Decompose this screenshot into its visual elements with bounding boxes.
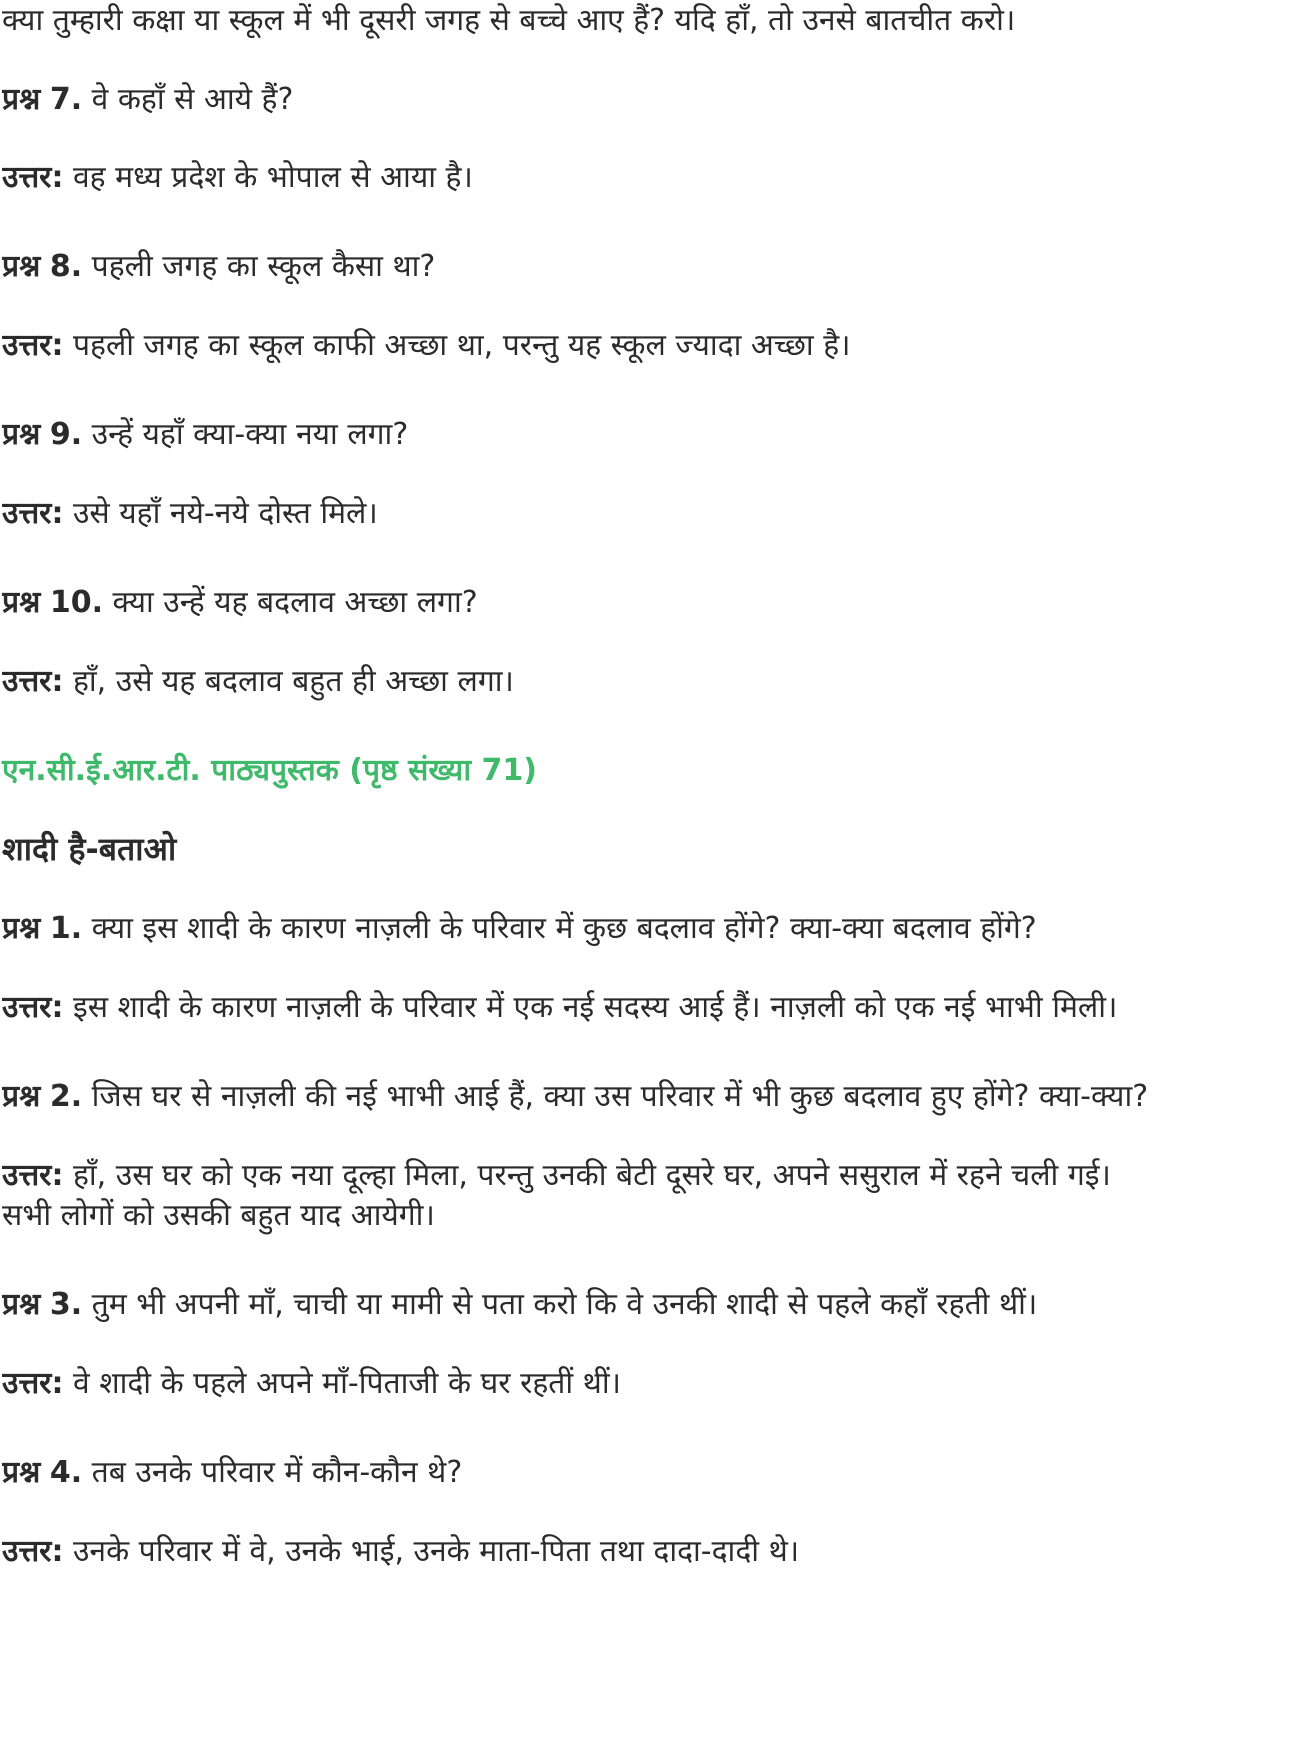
question-number: 7. bbox=[49, 82, 83, 117]
question-label: प्रश्न bbox=[2, 1079, 41, 1114]
answer-text: पहली जगह का स्कूल काफी अच्छा था, परन्तु यह स्कूल ज्यादा अच्छा है। bbox=[72, 328, 851, 363]
intro-text: क्या तुम्हारी कक्षा या स्कूल में भी दूसरी जगह से बच्चे आए हैं? यदि हाँ, तो उनसे बातचीत करो। bbox=[2, 3, 1016, 38]
question-text: तब उनके परिवार में कौन-कौन थे? bbox=[91, 1455, 463, 1490]
answer-7 bbox=[2, 155, 1298, 201]
answer-label: उत्तर: bbox=[2, 1366, 64, 1401]
sub-heading: शादी है-बताओ bbox=[2, 830, 177, 868]
answer-text: वह मध्य प्रदेश के भोपाल से आया है। bbox=[72, 160, 473, 195]
answer-label: उत्तर: bbox=[2, 496, 64, 531]
answer-label: उत्तर: bbox=[2, 328, 64, 363]
answer-text: उसे यहाँ नये-नये दोस्त मिले। bbox=[72, 496, 378, 531]
question-number: 2. bbox=[49, 1079, 83, 1114]
answer-1 bbox=[2, 985, 1298, 1031]
question-label: प्रश्न bbox=[2, 249, 41, 284]
question-label: प्रश्न bbox=[2, 911, 41, 946]
question-7 bbox=[2, 77, 1298, 123]
question-text: उन्हें यहाँ क्या-क्या नया लगा? bbox=[91, 417, 409, 452]
question-label: प्रश्न bbox=[2, 417, 41, 452]
answer-label: उत्तर: bbox=[2, 664, 64, 699]
question-2 bbox=[2, 1074, 1298, 1120]
question-text: तुम भी अपनी माँ, चाची या मामी से पता करो कि वे उनकी शादी से पहले कहाँ रहती थीं। bbox=[91, 1287, 1038, 1322]
question-number: 8. bbox=[49, 249, 83, 284]
answer-4 bbox=[2, 1529, 1298, 1575]
answer-9 bbox=[2, 491, 1298, 537]
question-8 bbox=[2, 244, 1298, 290]
answer-text: हाँ, उसे यह बदलाव बहुत ही अच्छा लगा। bbox=[72, 664, 514, 699]
question-label: प्रश्न bbox=[2, 585, 41, 620]
answer-8 bbox=[2, 323, 1298, 369]
answer-label: उत्तर: bbox=[2, 1534, 64, 1569]
question-9 bbox=[2, 412, 1298, 458]
question-label: प्रश्न bbox=[2, 1455, 41, 1490]
answer-text: वे शादी के पहले अपने माँ-पिताजी के घर रहतीं थीं। bbox=[72, 1366, 621, 1401]
section-heading: एन.सी.ई.आर.टी. पाठ्यपुस्तक (पृष्ठ संख्या 71) bbox=[2, 753, 538, 788]
answer-text: उनके परिवार में वे, उनके भाई, उनके माता-पिता तथा दादा-दादी थे। bbox=[72, 1534, 800, 1569]
answer-3 bbox=[2, 1361, 1298, 1407]
question-3 bbox=[2, 1282, 1298, 1328]
question-text: क्या इस शादी के कारण नाज़ली के परिवार में कुछ बदलाव होंगे? क्या-क्या बदलाव होंगे? bbox=[91, 911, 1037, 946]
question-4 bbox=[2, 1450, 1298, 1496]
question-1 bbox=[2, 906, 1298, 952]
question-text: वे कहाँ से आये हैं? bbox=[91, 82, 294, 117]
answer-label: उत्तर: bbox=[2, 990, 64, 1025]
question-number: 1. bbox=[49, 911, 83, 946]
answer-text: हाँ, उस घर को एक नया दूल्हा मिला, परन्तु उनकी बेटी दूसरे घर, अपने ससुराल में रहने चली गई। bbox=[72, 1158, 1111, 1193]
answer-label: उत्तर: bbox=[2, 1158, 64, 1193]
question-label: प्रश्न bbox=[2, 1287, 41, 1322]
question-number: 4. bbox=[49, 1455, 83, 1490]
question-text: पहली जगह का स्कूल कैसा था? bbox=[91, 249, 436, 284]
answer-2-continued: सभी लोगों को उसकी बहुत याद आयेगी। bbox=[2, 1198, 435, 1233]
question-label: प्रश्न bbox=[2, 82, 41, 117]
question-text: क्या उन्हें यह बदलाव अच्छा लगा? bbox=[112, 585, 478, 620]
question-10 bbox=[2, 580, 1298, 626]
question-number: 3. bbox=[49, 1287, 83, 1322]
answer-label: उत्तर: bbox=[2, 160, 64, 195]
question-number: 9. bbox=[49, 417, 83, 452]
question-number: 10. bbox=[49, 585, 103, 620]
answer-text: इस शादी के कारण नाज़ली के परिवार में एक नई सदस्य आई हैं। नाज़ली को एक नई भाभी मिली। bbox=[72, 990, 1118, 1025]
answer-10 bbox=[2, 659, 1298, 705]
question-text: जिस घर से नाज़ली की नई भाभी आई हैं, क्या उस परिवार में भी कुछ बदलाव हुए होंगे? क्या-क्या? bbox=[91, 1079, 1149, 1114]
